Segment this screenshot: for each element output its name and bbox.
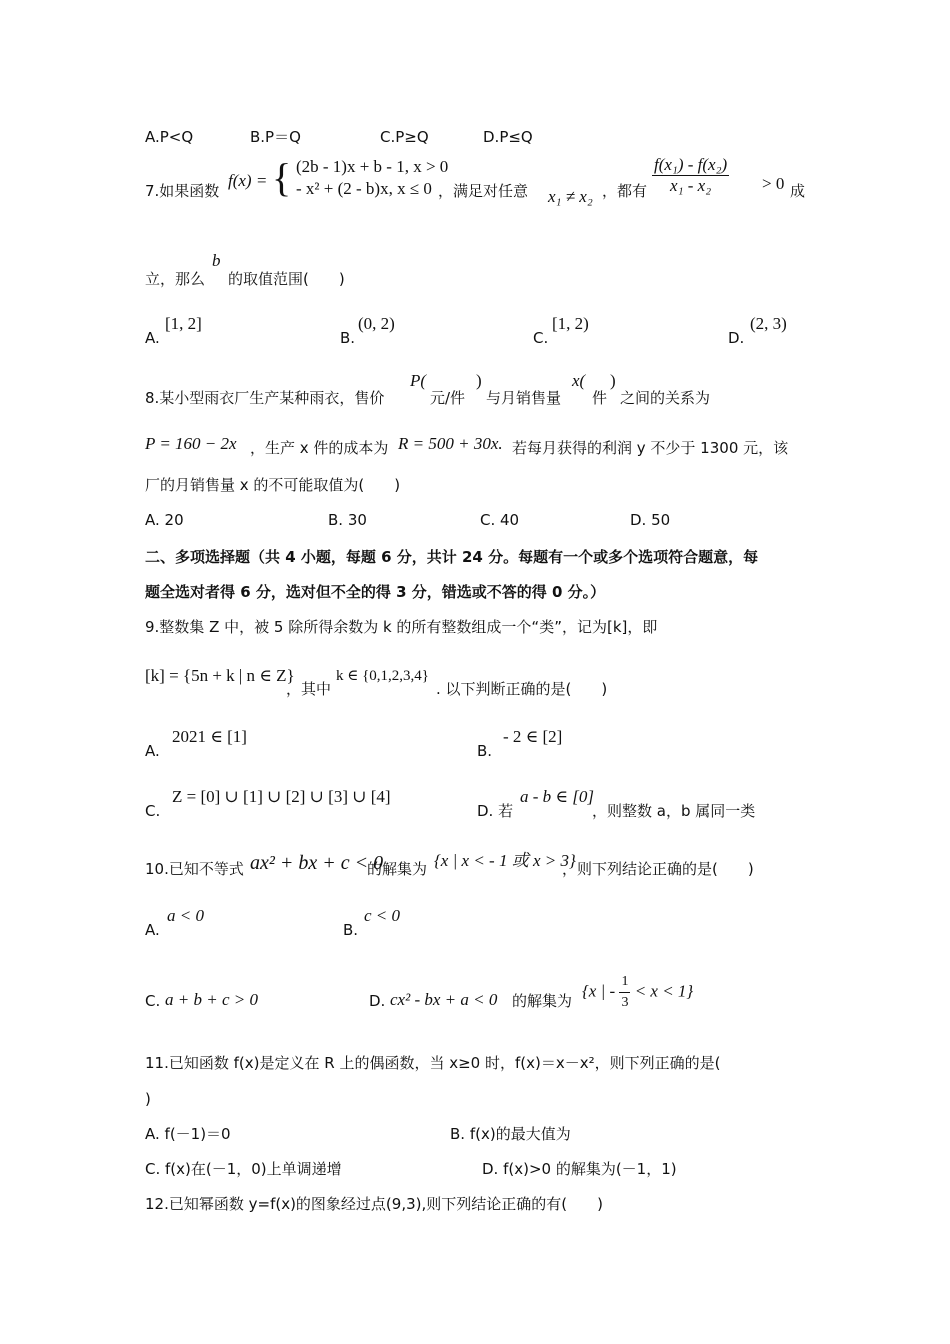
q10-opt-d-label: D. <box>369 992 386 1010</box>
q8-P: P( <box>410 371 427 390</box>
q7-cases <box>272 156 448 200</box>
q9-opt-d-val: a - b ∈ [0] <box>520 787 594 806</box>
q10-set-post: < x < 1} <box>634 981 694 1001</box>
q10-mid: 的解集为 <box>367 860 428 878</box>
q10-set: {x | x < - 1 或 x > 3} <box>434 851 576 870</box>
q8-prefix: 8.某小型雨衣厂生产某种雨衣，售价 <box>145 389 385 407</box>
q7-fraction <box>652 155 729 196</box>
q8-suffix: 之间的关系为 <box>620 389 711 407</box>
q7-frac-num: f(x₁) - f(x₂) <box>654 155 728 174</box>
q10-opt-d-mid: 的解集为 <box>512 992 573 1010</box>
q6-option-b: B.P＝Q <box>250 128 301 146</box>
q10-end: ，则下列结论正确的是( ) <box>562 860 754 878</box>
q9-line1: 9.整数集 Z 中，被 5 除所得余数为 k 的所有整数组成一个“类”，记为[k]，即 <box>145 618 658 636</box>
q7-opt-b-val: (0, 2) <box>358 314 395 333</box>
q7-gt: > 0 <box>762 174 785 193</box>
q7-opt-a-label: A. <box>145 329 160 347</box>
q9-opt-b-val: - 2 ∈ [2] <box>503 727 563 746</box>
q9-def: [k] = {5n + k | n ∈ Z} <box>145 666 295 685</box>
q8-option-d: D. 50 <box>630 511 671 529</box>
q7-opt-c-label: C. <box>533 329 549 347</box>
q10-opt-c-val: a + b + c > 0 <box>165 990 258 1009</box>
q6-option-a: A.P<Q <box>145 128 194 146</box>
q7-opt-b-label: B. <box>340 329 356 347</box>
q7-opt-d-val: (2, 3) <box>750 314 787 333</box>
q7-line2-post: 的取值范围( ) <box>228 270 345 288</box>
q7-var-b: b <box>212 251 221 270</box>
q10-opt-b-label: B. <box>343 921 359 939</box>
q7-frac-den: x₁ - x₂ <box>670 176 712 195</box>
q8-option-c: C. 40 <box>480 511 520 529</box>
q10-ineq: ax² + bx + c < 0 <box>250 852 384 874</box>
q6-option-d: D.P≤Q <box>483 128 533 146</box>
q7-fx: f(x) = <box>228 171 268 190</box>
q7-brace: { <box>272 155 292 200</box>
q7-opt-d-label: D. <box>728 329 745 347</box>
q8-line3: 厂的月销售量 x 的不可能取值为( ) <box>145 476 401 494</box>
q8-eq2: R = 500 + 30x. <box>398 434 503 453</box>
q11-line1: 11.已知函数 f(x)是定义在 R 上的偶函数，当 x≥0 时，f(x)＝x－x²，则下列正确的是( <box>145 1054 721 1072</box>
q10-opt-c-label: C. <box>145 992 161 1010</box>
q6-option-c: C.P≥Q <box>380 128 429 146</box>
q10-prefix: 10.已知不等式 <box>145 860 244 878</box>
q8-line2-end: 若每月获得的利润 y 不少于 1300 元，该 <box>512 439 789 457</box>
q7-middle: ，满足对任意 <box>438 182 529 200</box>
q12-line1: 12.已知幂函数 y=f(x)的图象经过点(9,3),则下列结论正确的有( ) <box>145 1195 603 1213</box>
q7-line2-pre: 立，那么 <box>145 270 206 288</box>
q9-opt-b-label: B. <box>477 742 493 760</box>
q8-eq1: P = 160 − 2x <box>145 434 237 453</box>
q9-kset: k ∈ {0,1,2,3,4} <box>336 668 430 684</box>
q8-option-b: B. 30 <box>328 511 367 529</box>
q8-x: x( <box>572 371 586 390</box>
q11-option-c: C. f(x)在(－1，0)上单调递增 <box>145 1160 342 1178</box>
q10-opt-a-label: A. <box>145 921 160 939</box>
q10-opt-d-set <box>582 972 693 1013</box>
q7-suffix: ，都有 <box>602 182 648 200</box>
q11-line2: ) <box>145 1090 151 1108</box>
section2-line2: 题全选对者得 6 分，选对但不全的得 3 分，错选或不答的得 0 分。） <box>145 583 606 601</box>
q8-close2: ) <box>610 371 616 390</box>
q9-opt-a-label: A. <box>145 742 160 760</box>
q8-unit1: 元/件 <box>430 389 466 407</box>
q7-prefix: 7.如果函数 <box>145 182 220 200</box>
q9-opt-d-label: D. 若 <box>477 802 514 820</box>
q8-mid: 与月销售量 <box>486 389 562 407</box>
q10-opt-b-val: c < 0 <box>364 906 401 925</box>
q7-case2: - x² + (2 - b)x, x ≤ 0 <box>295 179 432 198</box>
q7-end: 成 <box>790 182 806 200</box>
q8-option-a: A. 20 <box>145 511 184 529</box>
q8-close1: ) <box>476 371 482 390</box>
q10-opt-a-val: a < 0 <box>167 906 204 925</box>
q11-option-b: B. f(x)的最大值为 <box>450 1125 571 1143</box>
q9-opt-c-label: C. <box>145 802 161 820</box>
q7-opt-a-val: [1, 2] <box>165 314 202 333</box>
q10-set-pre: {x | - <box>582 981 616 1001</box>
q9-opt-c-val: Z = [0] ∪ [1] ∪ [2] ∪ [3] ∪ [4] <box>172 787 391 806</box>
q9-opt-d-end: ，则整数 a，b 属同一类 <box>592 802 756 820</box>
q7-case1: (2b - 1)x + b - 1, x > 0 <box>295 157 449 176</box>
q11-option-a: A. f(－1)＝0 <box>145 1125 231 1143</box>
q8-line2-mid: ，生产 x 件的成本为 <box>250 439 389 457</box>
section2-line1: 二、多项选择题（共 4 小题，每题 6 分，共计 24 分。每题有一个或多个选项符合题意，每 <box>145 548 759 566</box>
q7-opt-c-val: [1, 2) <box>552 314 589 333</box>
q9-end: . 以下判断正确的是( ) <box>436 680 608 698</box>
q11-option-d: D. f(x)>0 的解集为(－1，1) <box>482 1160 677 1178</box>
q7-condition: x₁ ≠ x₂ <box>548 187 593 206</box>
q9-mid: ，其中 <box>286 680 332 698</box>
q10-set-den: 3 <box>621 995 629 1010</box>
q10-opt-d-val: cx² - bx + a < 0 <box>390 990 498 1009</box>
q8-unit2: 件 <box>592 389 608 407</box>
q10-set-num: 1 <box>619 972 630 993</box>
q9-opt-a-val: 2021 ∈ [1] <box>172 727 247 746</box>
